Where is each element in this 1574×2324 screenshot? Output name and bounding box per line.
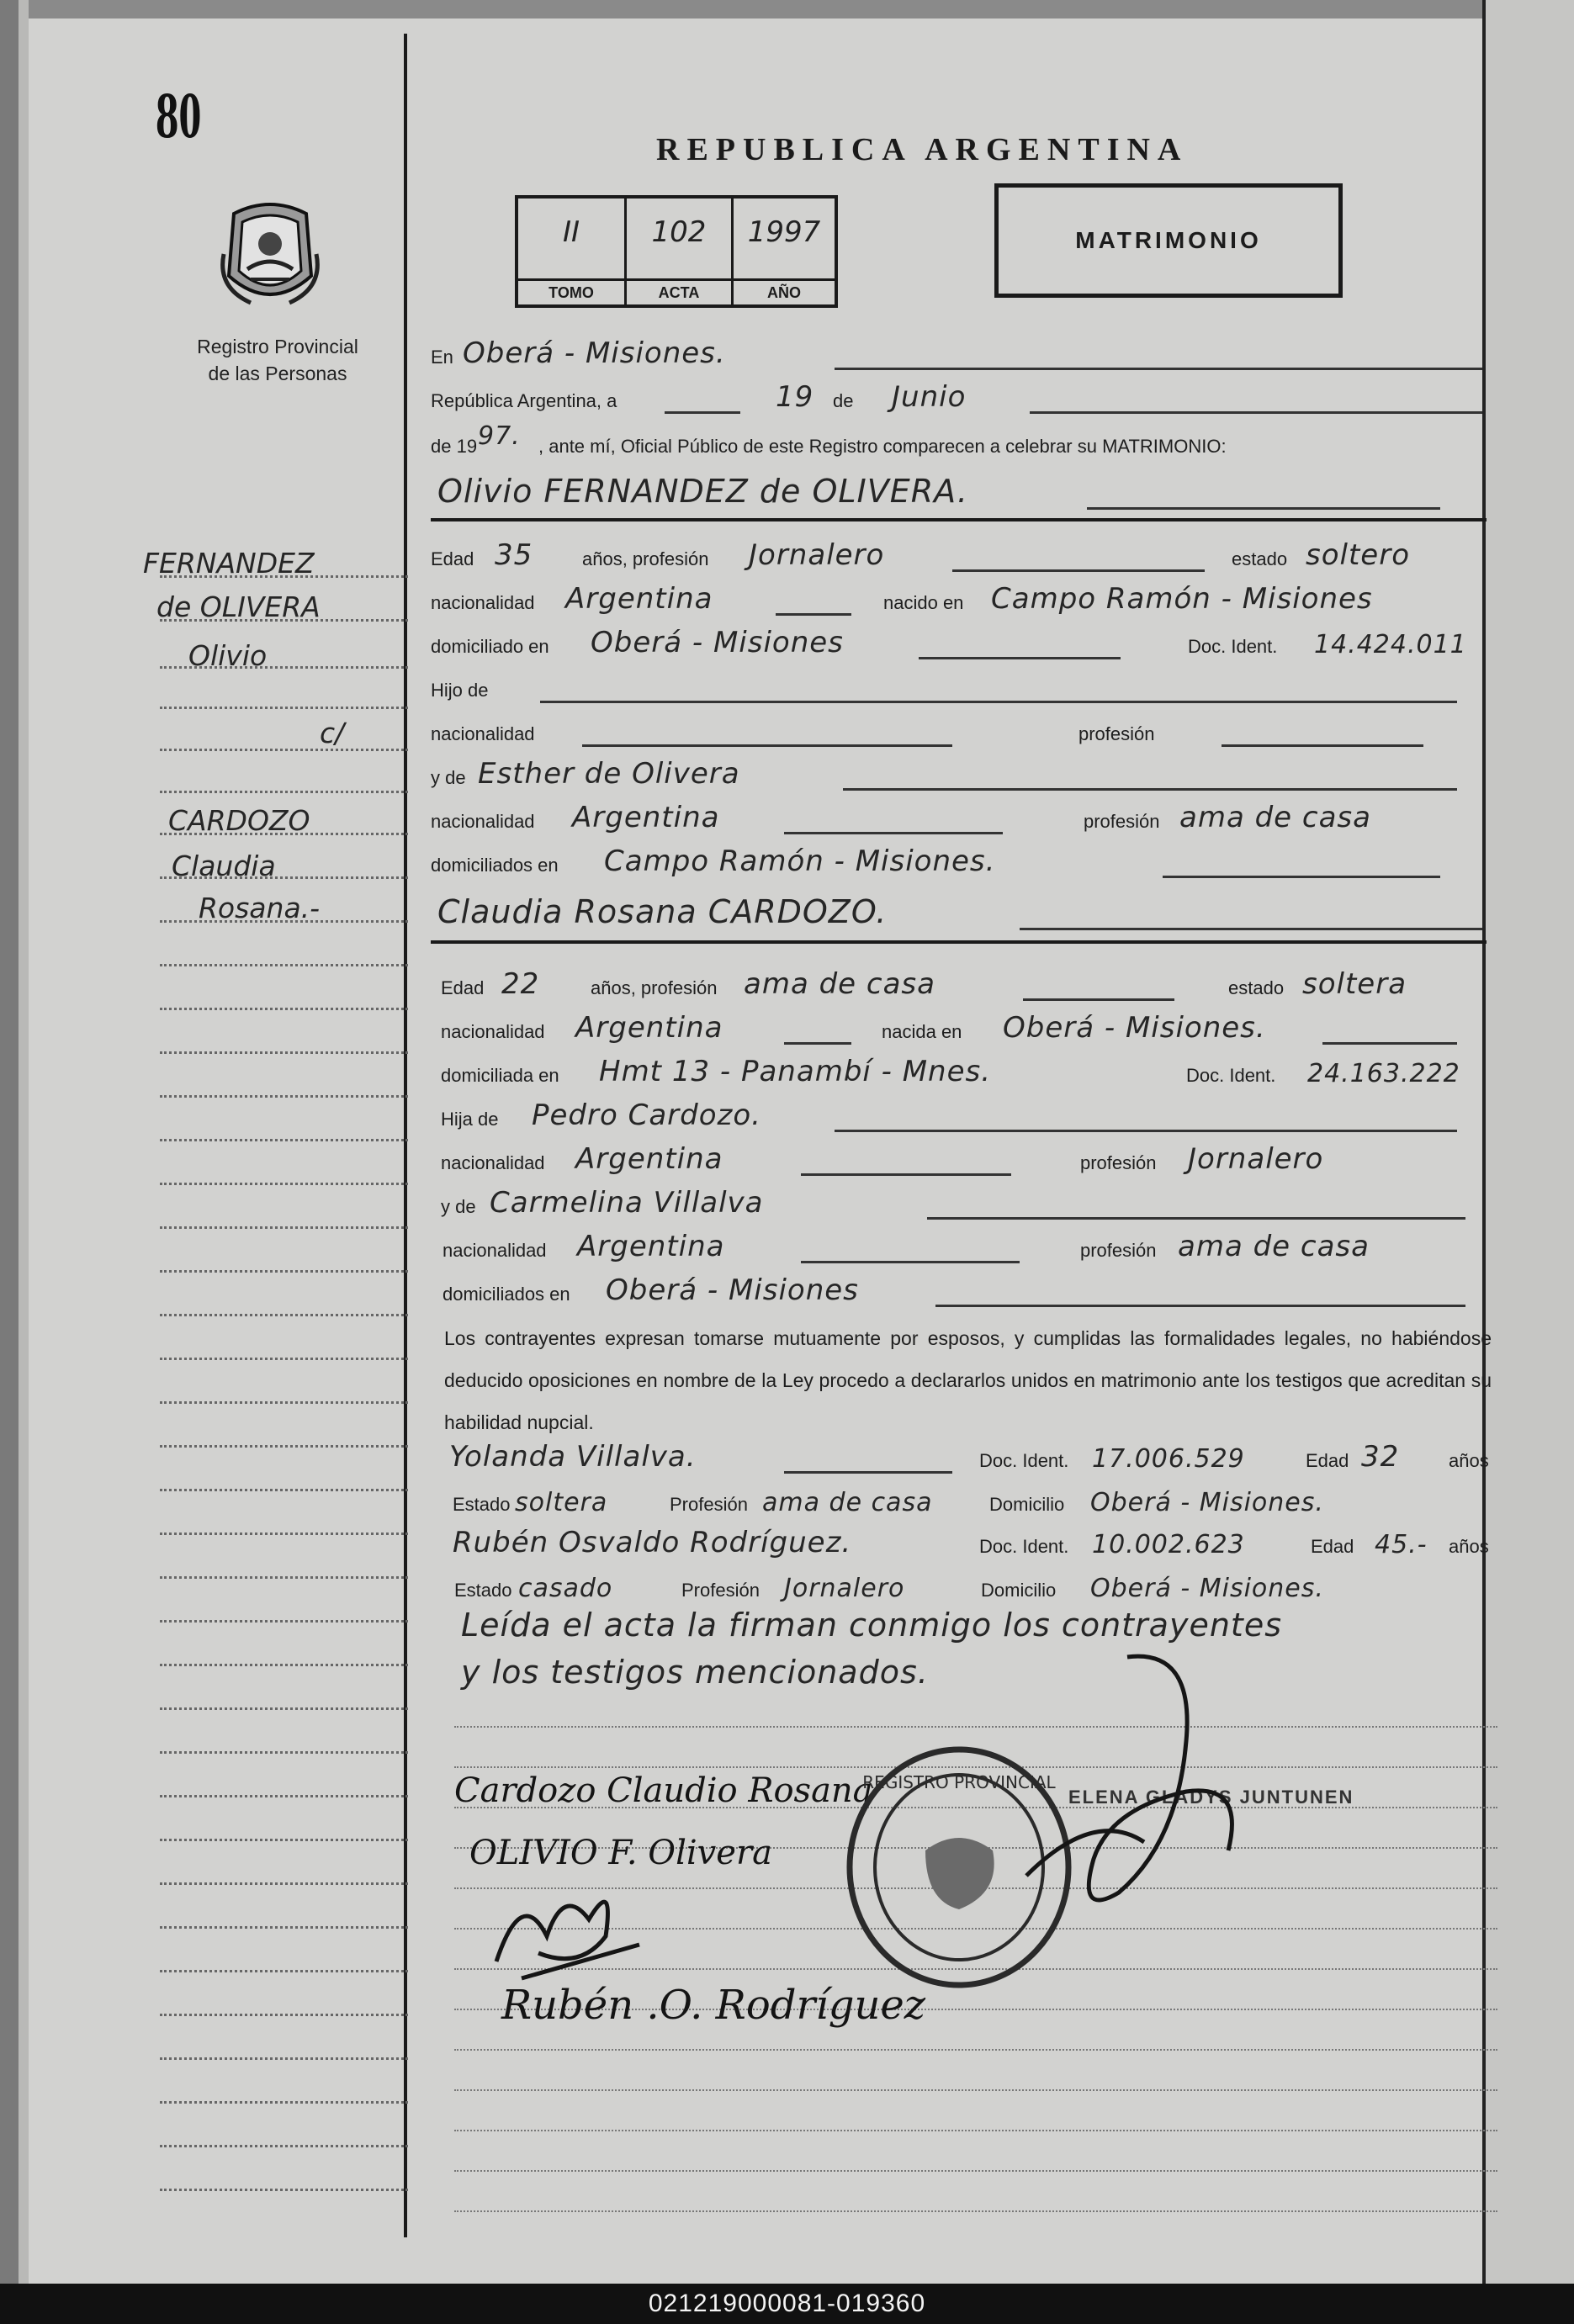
witness-1-signature-scribble [488,1869,648,1987]
page-right-edge [1482,0,1574,2284]
place-value: Oberá - Misiones. [463,336,726,370]
country-title: REPUBLICA ARGENTINA [656,132,1189,167]
officer-signature-scribble [976,1640,1279,1943]
acta-cell [627,199,734,304]
ano-cell [734,199,835,304]
groom-age-row: Edad 35 años, profesión Jornalero estado soltero [431,538,1410,572]
book-spine [0,0,19,2284]
margin-divider [404,34,407,2237]
declaration-paragraph: Los contrayentes expresan tomarse mutuamente por esposos, y cumplidas las formalidades legales, no habiéndose deducido oposiciones en nombre de la Ley procedo a declararlos unidos en matrimonio ante los testigos que acreditan su habilidad nupcial. [444,1327,1492,1433]
bride-name-row [431,893,1487,934]
registry-name: Registro Provincial de las Personas [197,336,358,384]
bride-father-row: Hija de Pedro Cardozo. [431,1098,1487,1136]
bride-mother-row: y de Carmelina Villalva [431,1186,1487,1223]
groom-signature: OLIVIO F. Olivera [469,1834,772,1872]
margin-line-6: Claudia [172,850,276,882]
scan-footer-code: 021219000081-019360 [0,2284,1574,2324]
bride-mother-details-row: nacionalidad Argentina profesión ama de casa [443,1230,1370,1263]
act-type-box: MATRIMONIO [994,183,1343,298]
witness-1-details-row: Estado soltera Profesión ama de casa Domicilio Oberá - Misiones. [453,1488,1324,1517]
ano-value: 1997 [747,215,821,249]
groom-full-name: Olivio FERNANDEZ de OLIVERA. [437,473,968,510]
margin-line-1: FERNANDEZ [143,547,315,580]
closing-note-line-2: y los testigos mencionados. [461,1654,929,1691]
bride-age-row: Edad 22 años, profesión ama de casa estado soltera [441,967,1407,1001]
intro-place-row: En Oberá - Misiones. [431,336,1487,373]
year-value: 97. [478,421,521,451]
groom-name-row [431,473,1487,513]
book-spine-shadow [19,0,29,2284]
acta-label: ACTA [627,278,731,304]
record-box [515,195,838,308]
svg-text:REGISTRO PROVINCIAL: REGISTRO PROVINCIAL [862,1772,1056,1792]
witness-1-row: Yolanda Villalva. Doc. Ident. 17.006.529 Edad 32 años [449,1440,1489,1474]
groom-father-details-row: nacionalidad profesión [431,713,1487,750]
bride-parents-domicile-row: domiciliados en Oberá - Misiones [431,1273,1487,1310]
intro-date-row: República Argentina, a 19 de Junio [431,380,1487,417]
bride-domicile-row: domiciliada en Hmt 13 - Panambí - Mnes. Doc. Ident. 24.163.222 [441,1055,1460,1088]
groom-mother-row: y de Esther de Olivera [431,757,1487,794]
groom-domicile-row: domiciliado en Oberá - Misiones Doc. Ident. 14.424.011 [431,626,1467,659]
margin-line-4: c/ [320,717,345,749]
margin-line-5: CARDOZO [168,804,310,837]
tomo-cell [518,199,627,304]
groom-nationality-row: nacionalidad Argentina nacido en Campo Ramón - Misiones [431,582,1373,616]
groom-parents-domicile-row: domiciliados en Campo Ramón - Misiones. [431,844,1487,881]
day-value: 19 [776,380,814,414]
bride-signature: Cardozo Claudio Rosana [454,1771,873,1810]
ano-label: AÑO [734,278,835,304]
closing-note-line-1: Leída el acta la firman conmigo los contrayentes [461,1607,1282,1644]
groom-mother-details-row: nacionalidad Argentina profesión ama de casa [431,801,1371,834]
month-value: Junio [892,380,967,414]
bride-nationality-row: nacionalidad Argentina nacida en Oberá - Misiones. [431,1011,1487,1048]
scan-top-edge [0,0,1574,19]
seal-officer-name: ELENA GLADYS JUNTUNEN [1068,1787,1354,1808]
witness-2-row: Rubén Osvaldo Rodríguez. Doc. Ident. 10.002.623 Edad 45.- años [453,1526,1489,1559]
margin-line-7: Rosana.- [199,892,321,924]
intro-declaration-row: de 19 97. , ante mí, Oficial Público de este Registro comparecen a celebrar su MATRIMONIO: [431,421,1227,457]
groom-father-row: Hijo de [431,670,1487,707]
witness-2-signature: Rubén .O. Rodríguez [501,1982,926,2029]
margin-line-2: de OLIVERA [156,590,321,623]
acta-value: 102 [651,215,707,249]
bride-father-details-row: nacionalidad Argentina profesión Jornalero [441,1142,1324,1176]
margin-line-3: Olivio [188,639,268,672]
tomo-value: II [562,215,580,249]
provincial-crest-icon [217,195,323,313]
witness-2-details-row: Estado casado Profesión Jornalero Domicilio Oberá - Misiones. [454,1574,1324,1603]
tomo-label: TOMO [518,278,624,304]
bride-full-name: Claudia Rosana CARDOZO. [437,893,888,930]
page-number: 80 [156,78,202,151]
